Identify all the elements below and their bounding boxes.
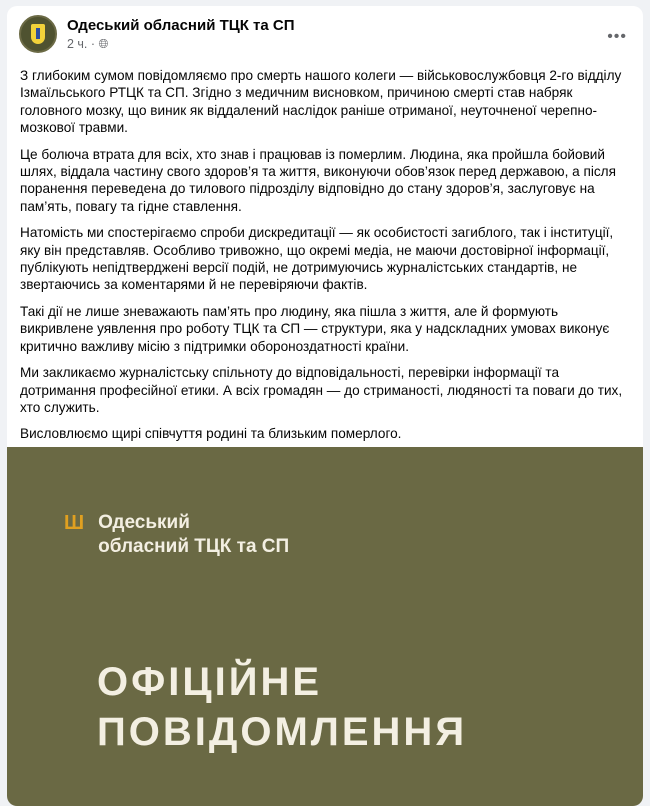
title-line: ОФІЦІЙНЕ (97, 660, 323, 704)
globe-icon: 🌐︎ (98, 36, 109, 51)
post-header (19, 15, 295, 53)
post-text (20, 67, 632, 452)
image-title (97, 657, 467, 757)
paragraph: Висловлюємо щирі співчуття родині та близьким померлого. (20, 426, 402, 442)
more-options-icon[interactable]: ••• (607, 28, 627, 45)
paragraph: Ми закликаємо журналістську спільноту до відповідальності, перевірки інформації та дотримання професійної етики. А всіх громадян — до стриманості, людяності та поваги до тих, хто служить. (20, 365, 623, 415)
post-image[interactable] (7, 447, 643, 806)
logo-line: Одеський (98, 512, 190, 533)
post-card (7, 6, 643, 806)
trident-icon: Ш (64, 512, 85, 534)
logo-line: обласний ТЦК та СП (98, 536, 290, 557)
avatar[interactable] (19, 15, 57, 53)
paragraph: Натомість ми спостерігаємо спроби дискредитації — як особистості загиблого, так і інституції, яку він представляв. Особливо тривожно, що окремі медіа, не маючи достовірної інформації, публікують непідтверджені версії подій, не дотримуючись журналістських стандартів, не звертаючись за коментарями й не перевіряючи фактів. (20, 225, 614, 293)
paragraph: Такі дії не лише зневажають пам’ять про людину, яка пішла з життя, але й формують викривлене уявлення про роботу ТЦК та СП — структури, яка у надскладних умовах виконує критично важливу місію з підтримки обороноздатності країни. (20, 303, 610, 354)
paragraph: З глибоким сумом повідомляємо про смерть нашого колеги — військовослужбовця 2-го відділу Ізмаїльського РТЦК та СП. Згідно з медичним висновком, причиною смерті став набряк головного мозку, що виник як віддалений наслідок раніше отриманої, неуточненої черепно-мозкової травми. (20, 68, 622, 136)
emblem-icon (31, 24, 45, 44)
title-line: ПОВІДОМЛЕННЯ (97, 710, 468, 754)
author-name[interactable]: Одеський обласний ТЦК та СП (67, 16, 295, 34)
post-time[interactable] (67, 37, 295, 52)
timestamp[interactable]: 2 ч. · (67, 36, 96, 51)
paragraph: Це болюча втрата для всіх, хто знав і працював із померлим. Людина, яка пройшла бойовий шлях, віддала частину свого здоров’я та життя, виконуючи обов’язок перед державою, а після поранення переведена до тилового підрозділу відповідно до стану здоров’я, заслуговує на пам’ять, повагу та гідне ставлення. (20, 146, 616, 214)
image-logo (64, 511, 289, 559)
